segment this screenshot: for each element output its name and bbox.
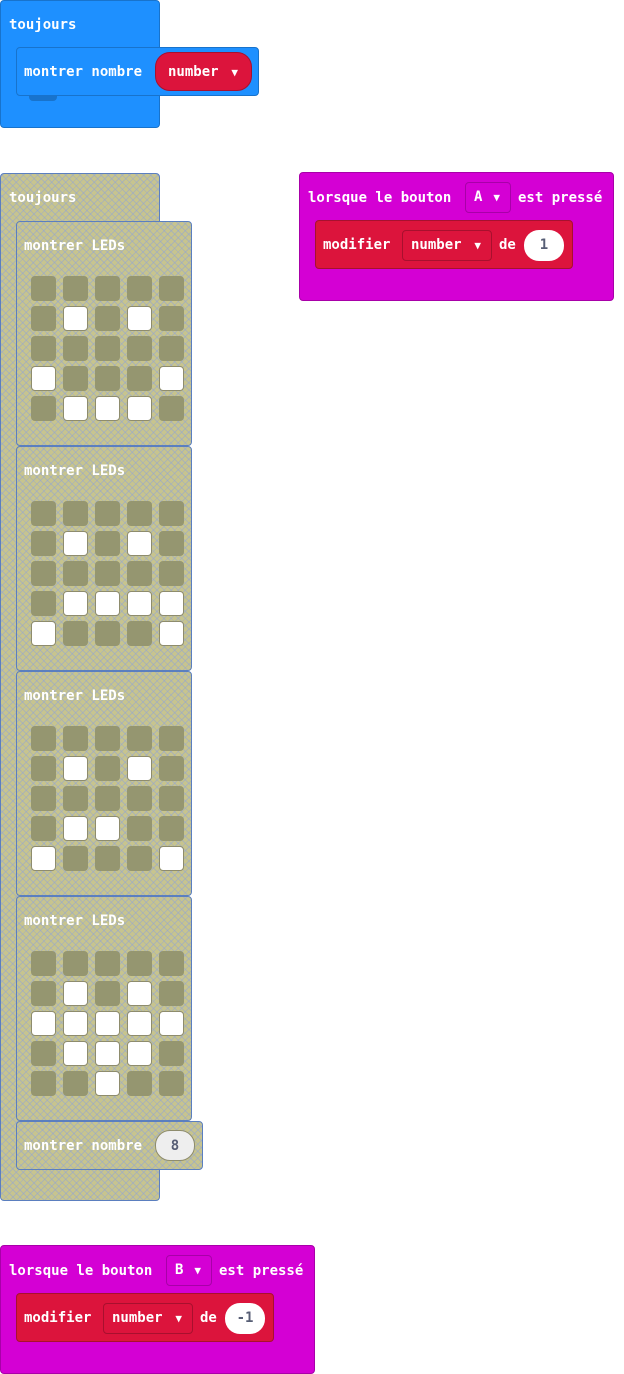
led-cell-on[interactable] (95, 396, 120, 421)
led-cell-on[interactable] (127, 1041, 152, 1066)
led-cell-on[interactable] (63, 531, 88, 556)
show-leds-block[interactable] (16, 446, 192, 671)
show-leds-block[interactable] (16, 896, 192, 1121)
change-variable-block[interactable] (16, 1293, 274, 1342)
led-cell-off[interactable] (159, 726, 184, 751)
led-cell-off[interactable] (95, 561, 120, 586)
number-input[interactable] (155, 1130, 195, 1161)
led-cell-on[interactable] (63, 756, 88, 781)
event-label-before: lorsque le bouton (9, 1263, 153, 1279)
led-cell-off[interactable] (95, 726, 120, 751)
led-cell-off[interactable] (31, 531, 56, 556)
change-label: modifier (323, 237, 391, 253)
variable-name: number (411, 237, 462, 253)
change-label: modifier (24, 1310, 92, 1326)
led-cell-off[interactable] (31, 501, 56, 526)
led-cell-on[interactable] (95, 816, 120, 841)
led-cell-off[interactable] (127, 621, 152, 646)
led-cell-off[interactable] (159, 531, 184, 556)
led-cell-off[interactable] (31, 726, 56, 751)
led-cell-off[interactable] (127, 816, 152, 841)
led-cell-off[interactable] (95, 336, 120, 361)
led-cell-off[interactable] (159, 756, 184, 781)
led-cell-off[interactable] (159, 951, 184, 976)
led-cell-off[interactable] (31, 336, 56, 361)
variable-name: number (168, 64, 219, 80)
led-cell-off[interactable] (31, 951, 56, 976)
led-cell-on[interactable] (95, 591, 120, 616)
show-leds-label: montrer LEDs (24, 913, 126, 929)
led-cell-on[interactable] (95, 1011, 120, 1036)
led-cell-on[interactable] (159, 591, 184, 616)
led-cell-off[interactable] (63, 501, 88, 526)
number-value: 1 (539, 237, 549, 253)
led-cell-off[interactable] (63, 846, 88, 871)
variable-dropdown[interactable] (103, 1303, 193, 1334)
event-label-after: est pressé (518, 190, 603, 206)
led-cell-off[interactable] (63, 561, 88, 586)
show-leds-block[interactable] (16, 221, 192, 446)
by-label: de (200, 1310, 217, 1326)
chevron-down-icon: ▼ (493, 191, 500, 204)
led-cell-off[interactable] (127, 1071, 152, 1096)
chevron-down-icon: ▼ (175, 1312, 182, 1325)
button-name: A (474, 189, 483, 205)
variable-dropdown[interactable] (402, 230, 492, 261)
led-cell-off[interactable] (159, 816, 184, 841)
led-cell-off[interactable] (127, 951, 152, 976)
led-cell-on[interactable] (31, 621, 56, 646)
led-cell-off[interactable] (127, 786, 152, 811)
led-cell-off[interactable] (31, 1071, 56, 1096)
variable-name: number (112, 1310, 163, 1326)
led-cell-off[interactable] (159, 276, 184, 301)
led-cell-off[interactable] (95, 951, 120, 976)
led-cell-off[interactable] (31, 306, 56, 331)
show-number-block[interactable] (16, 1121, 203, 1170)
led-cell-on[interactable] (127, 756, 152, 781)
forever-label: toujours (9, 190, 77, 206)
block-notch (29, 95, 57, 101)
number-value: -1 (236, 1310, 254, 1326)
led-cell-on[interactable] (127, 306, 152, 331)
led-cell-off[interactable] (95, 531, 120, 556)
led-cell-on[interactable] (63, 1011, 88, 1036)
button-name: B (175, 1262, 184, 1278)
led-cell-off[interactable] (159, 981, 184, 1006)
led-cell-off[interactable] (63, 786, 88, 811)
led-cell-off[interactable] (127, 276, 152, 301)
led-cell-off[interactable] (63, 366, 88, 391)
number-input[interactable] (225, 1303, 265, 1334)
led-cell-off[interactable] (127, 366, 152, 391)
led-cell-off[interactable] (159, 396, 184, 421)
led-cell-off[interactable] (95, 981, 120, 1006)
led-cell-off[interactable] (31, 561, 56, 586)
led-cell-on[interactable] (127, 396, 152, 421)
show-number-block[interactable] (16, 47, 259, 96)
led-cell-on[interactable] (159, 366, 184, 391)
chevron-down-icon: ▼ (231, 66, 238, 79)
led-cell-on[interactable] (127, 1011, 152, 1036)
led-cell-on[interactable] (127, 981, 152, 1006)
event-label-before: lorsque le bouton (308, 190, 452, 206)
show-leds-label: montrer LEDs (24, 463, 126, 479)
number-value: 8 (170, 1138, 180, 1154)
led-cell-off[interactable] (31, 756, 56, 781)
number-input[interactable] (524, 230, 564, 261)
led-cell-on[interactable] (63, 981, 88, 1006)
show-leds-label: montrer LEDs (24, 238, 126, 254)
led-cell-off[interactable] (127, 336, 152, 361)
led-cell-on[interactable] (63, 306, 88, 331)
forever-label: toujours (9, 17, 77, 33)
chevron-down-icon: ▼ (194, 1264, 201, 1277)
led-cell-off[interactable] (95, 846, 120, 871)
led-cell-on[interactable] (63, 1041, 88, 1066)
led-cell-off[interactable] (95, 501, 120, 526)
led-cell-off[interactable] (95, 621, 120, 646)
led-cell-on[interactable] (63, 816, 88, 841)
led-cell-off[interactable] (63, 951, 88, 976)
led-cell-off[interactable] (63, 1071, 88, 1096)
led-cell-off[interactable] (31, 981, 56, 1006)
led-cell-on[interactable] (159, 621, 184, 646)
led-cell-on[interactable] (95, 1071, 120, 1096)
led-cell-off[interactable] (63, 336, 88, 361)
chevron-down-icon: ▼ (474, 239, 481, 252)
led-cell-off[interactable] (63, 621, 88, 646)
led-cell-off[interactable] (31, 276, 56, 301)
led-cell-off[interactable] (159, 306, 184, 331)
led-cell-off[interactable] (159, 1071, 184, 1096)
led-cell-off[interactable] (159, 561, 184, 586)
show-leds-label: montrer LEDs (24, 688, 126, 704)
led-cell-on[interactable] (127, 531, 152, 556)
button-dropdown-b[interactable] (166, 1255, 212, 1286)
led-cell-off[interactable] (31, 786, 56, 811)
led-cell-off[interactable] (31, 396, 56, 421)
led-cell-off[interactable] (159, 501, 184, 526)
led-cell-off[interactable] (31, 816, 56, 841)
led-cell-off[interactable] (63, 276, 88, 301)
led-cell-off[interactable] (127, 561, 152, 586)
led-cell-off[interactable] (63, 726, 88, 751)
led-cell-off[interactable] (159, 1041, 184, 1066)
led-cell-off[interactable] (31, 591, 56, 616)
variable-reporter[interactable] (155, 52, 252, 91)
led-cell-off[interactable] (95, 366, 120, 391)
show-number-label: montrer nombre (24, 1138, 143, 1154)
led-cell-off[interactable] (95, 786, 120, 811)
show-number-label: montrer nombre (24, 64, 143, 80)
led-cell-off[interactable] (95, 756, 120, 781)
led-cell-on[interactable] (31, 1011, 56, 1036)
led-cell-off[interactable] (31, 1041, 56, 1066)
led-cell-off[interactable] (159, 336, 184, 361)
led-cell-on[interactable] (63, 591, 88, 616)
led-cell-off[interactable] (95, 276, 120, 301)
led-cell-off[interactable] (95, 306, 120, 331)
led-cell-on[interactable] (95, 1041, 120, 1066)
change-variable-block[interactable] (315, 220, 573, 269)
show-leds-block[interactable] (16, 671, 192, 896)
led-cell-off[interactable] (127, 501, 152, 526)
led-cell-off[interactable] (159, 786, 184, 811)
led-cell-off[interactable] (127, 846, 152, 871)
led-cell-on[interactable] (31, 846, 56, 871)
event-label-after: est pressé (219, 1263, 304, 1279)
led-cell-on[interactable] (63, 396, 88, 421)
led-cell-on[interactable] (127, 591, 152, 616)
button-dropdown-a[interactable] (465, 182, 511, 213)
led-cell-on[interactable] (31, 366, 56, 391)
led-cell-on[interactable] (159, 846, 184, 871)
led-cell-on[interactable] (159, 1011, 184, 1036)
by-label: de (499, 237, 516, 253)
led-cell-off[interactable] (127, 726, 152, 751)
